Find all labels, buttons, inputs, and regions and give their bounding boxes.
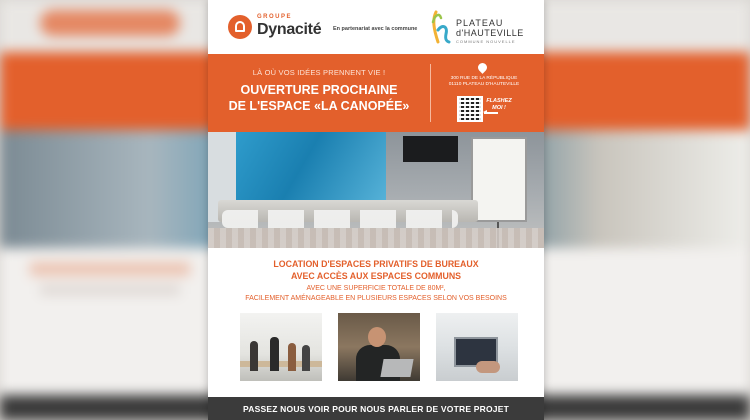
logo-groupe-label: GROUPE — [257, 14, 293, 20]
thumb-hand — [476, 361, 500, 373]
announcement-banner — [208, 54, 544, 132]
plateau-subtitle: COMMUNE NOUVELLE — [456, 39, 516, 44]
poster-header — [208, 0, 544, 54]
address-line-1: 300 RUE DE LA RÉPUBLIQUE — [450, 76, 518, 81]
thumb-laptop — [380, 359, 413, 377]
offer-subtitle — [208, 284, 544, 303]
flash-line-2: MOI ! — [492, 105, 506, 111]
office-photo — [208, 132, 544, 248]
plateau-title-line1: PLATEAU — [456, 18, 504, 28]
thumb-person — [270, 337, 279, 371]
photo-blue-wall — [236, 132, 386, 202]
offer-title — [208, 258, 544, 282]
thumb-person — [288, 343, 296, 371]
dynacite-logo — [228, 13, 323, 43]
offer-section — [208, 248, 544, 398]
thumb-person — [302, 345, 310, 371]
address — [440, 76, 528, 88]
partnership-text: En partenariat avec la commune — [333, 26, 418, 32]
photo-team-meeting — [240, 313, 322, 381]
photo-man-laptop — [338, 313, 420, 381]
photo-whiteboard — [471, 137, 527, 222]
plateau-h-icon — [430, 10, 452, 44]
photo-carpet — [208, 228, 544, 248]
cta-text: PASSEZ NOUS VOIR POUR NOUS PARLER DE VOTRE PROJET — [243, 404, 509, 414]
bg-logo-blur — [40, 10, 180, 36]
offer-subtitle-line-2: FACILEMENT AMÉNAGEABLE EN PLUSIEURS ESPACES SELON VOS BESOINS — [245, 294, 507, 302]
address-line-2: 01110 PLATEAU D'HAUTEVILLE — [448, 82, 520, 87]
poster — [208, 0, 544, 420]
qr-code[interactable] — [457, 96, 483, 122]
thumb-person — [250, 341, 258, 371]
plateau-hauteville-logo — [430, 10, 530, 46]
flash-me-label — [484, 98, 514, 112]
headline-line-1: OUVERTURE PROCHAINE — [240, 83, 398, 97]
flash-line-1: FLASHEZ — [486, 98, 512, 104]
arrow-left-icon — [484, 112, 498, 114]
photo-tv-screen — [403, 136, 458, 162]
banner-divider — [430, 64, 431, 122]
offer-title-line-2: AVEC ACCÈS AUX ESPACES COMMUNS — [290, 271, 462, 281]
location-pin-icon — [476, 61, 489, 74]
headline — [208, 82, 430, 114]
headline-line-2: DE L'ESPACE «LA CANOPÉE» — [228, 99, 410, 113]
thumb-face — [368, 327, 386, 347]
house-icon — [228, 15, 252, 39]
plateau-title-line2: d'HAUTEVILLE — [456, 28, 524, 38]
tagline: LÀ OÙ VOS IDÉES PRENNENT VIE ! — [252, 68, 386, 77]
bg-text-blur — [30, 262, 190, 276]
cta-footer — [208, 397, 544, 420]
photo-chairs — [222, 210, 458, 228]
bg-text-blur-2 — [40, 285, 180, 295]
logo-brand-name: Dynacité — [257, 21, 322, 38]
offer-title-line-1: LOCATION D'ESPACES PRIVATIFS DE BUREAUX — [273, 259, 479, 269]
photo-laptop-work — [436, 313, 518, 381]
offer-subtitle-line-1: AVEC UNE SUPERFICIE TOTALE DE 80M², — [306, 285, 446, 292]
